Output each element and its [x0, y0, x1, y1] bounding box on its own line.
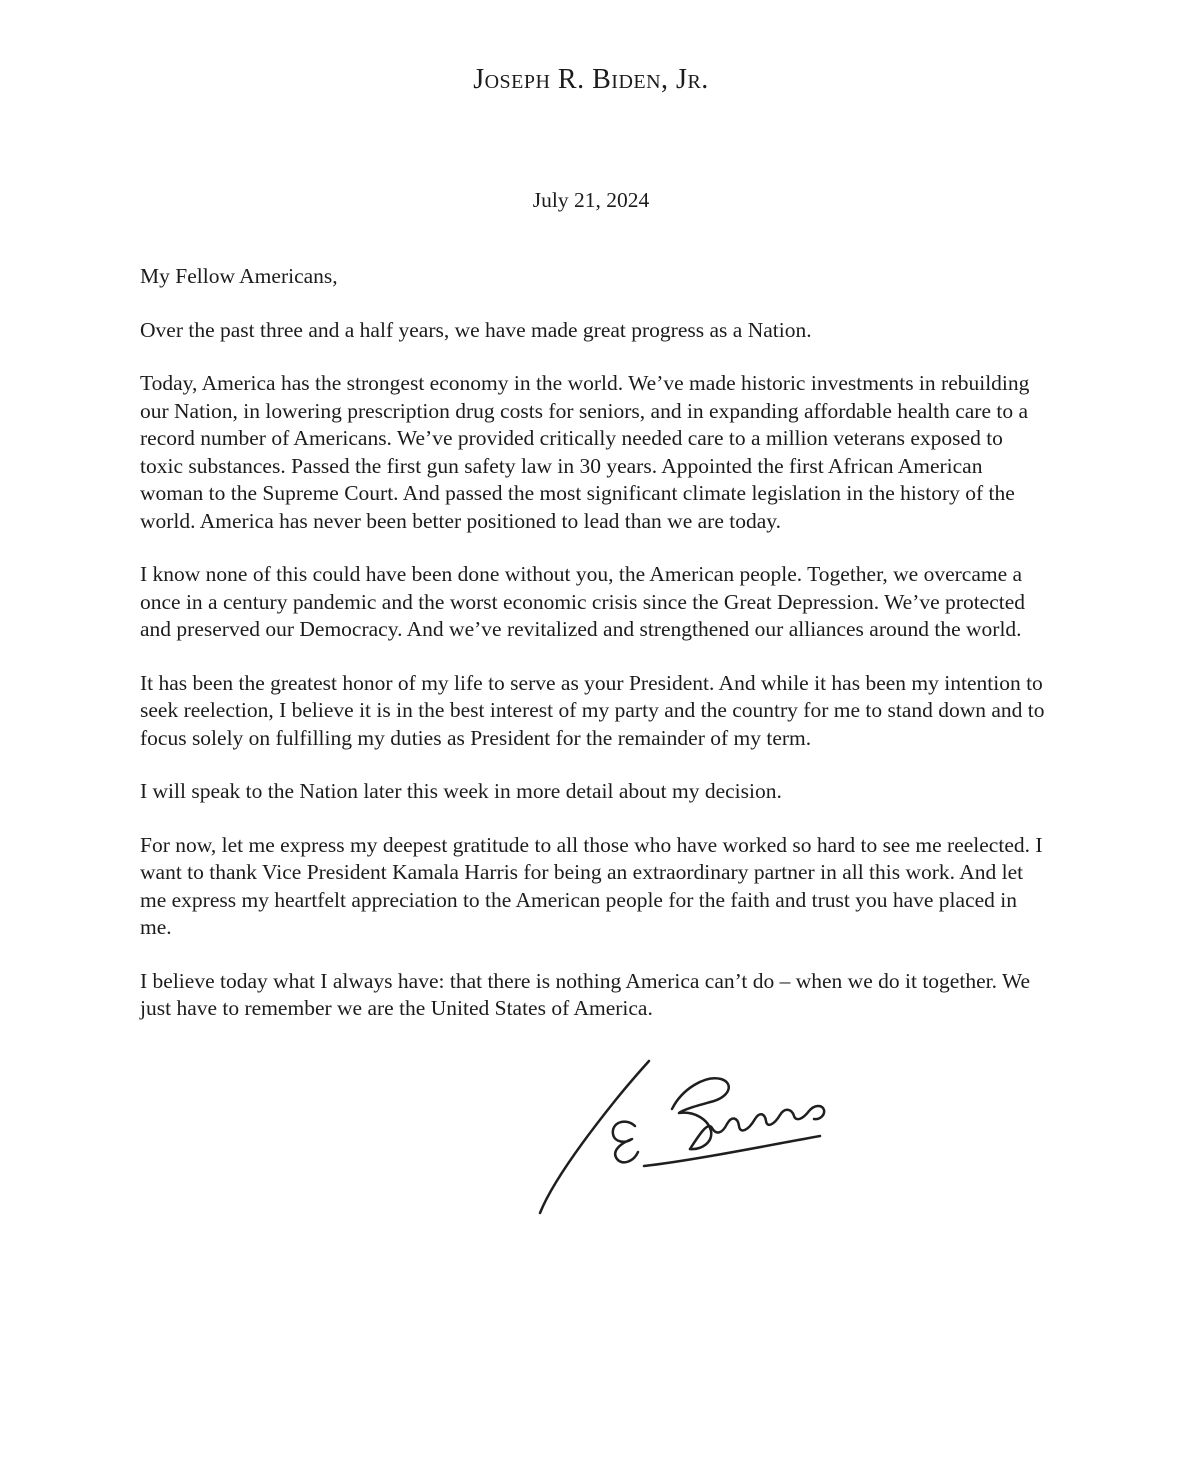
paragraph-american-people: I know none of this could have been done without you, the American people. Together, we overcame a once in a century pandemic and the worst economic crisis since the Great Depression. We’ve protected and preserved our Democracy. And we’ve revitalized and strengthened our alliances around the world. — [140, 562, 1026, 641]
paragraph-economy-accomplishments: Today, America has the strongest economy in the world. We’ve made historic investments in rebuilding our Nation, in lowering prescription drug costs for seniors, and in expanding affordable health care to a record number of Americans. We’ve provided critically needed care to a million veterans exposed to toxic substances. Passed the first gun safety law in 30 years. Appointed the first African American woman to the Supreme Court. And passed the most significant climate legislation in the history of the world. America has never been better positioned to lead than we are today. — [140, 371, 1030, 533]
signature-block — [522, 1049, 862, 1239]
letter-date: July 21, 2024 — [532, 188, 650, 212]
salutation: My Fellow Americans, — [140, 264, 338, 288]
letter-body — [140, 263, 1045, 1239]
paragraph-speak-to-nation: I will speak to the Nation later this week in more detail about my decision. — [140, 779, 782, 803]
paragraph-closing: I believe today what I always have: that there is nothing America can’t do – when we do it together. We just have to remember we are the United States of America. — [140, 968, 1031, 1020]
paragraph-gratitude: For now, let me express my deepest gratitude to all those who have worked so hard to see me reelected. I want to thank Vice President Kamala Harris for being an extraordinary partner in all this work. And let me express my heartfelt appreciation to the American people for the faith and trust you have placed in me. — [140, 832, 1043, 939]
letterhead-name: Joseph R. Biden, Jr. — [473, 64, 709, 95]
paragraph-progress: Over the past three and a half years, we have made great progress as a Nation. — [140, 317, 812, 342]
paragraph-stand-down: It has been the greatest honor of my life to serve as your President. And while it has been my intention to seek reelection, I believe it is in the best interest of my party and the country for me to stand down and to focus solely on fulfilling my duties as President for the remainder of my term. — [140, 670, 1045, 750]
letterhead — [0, 0, 1182, 96]
biden-handwritten-signature-icon — [522, 1049, 862, 1239]
